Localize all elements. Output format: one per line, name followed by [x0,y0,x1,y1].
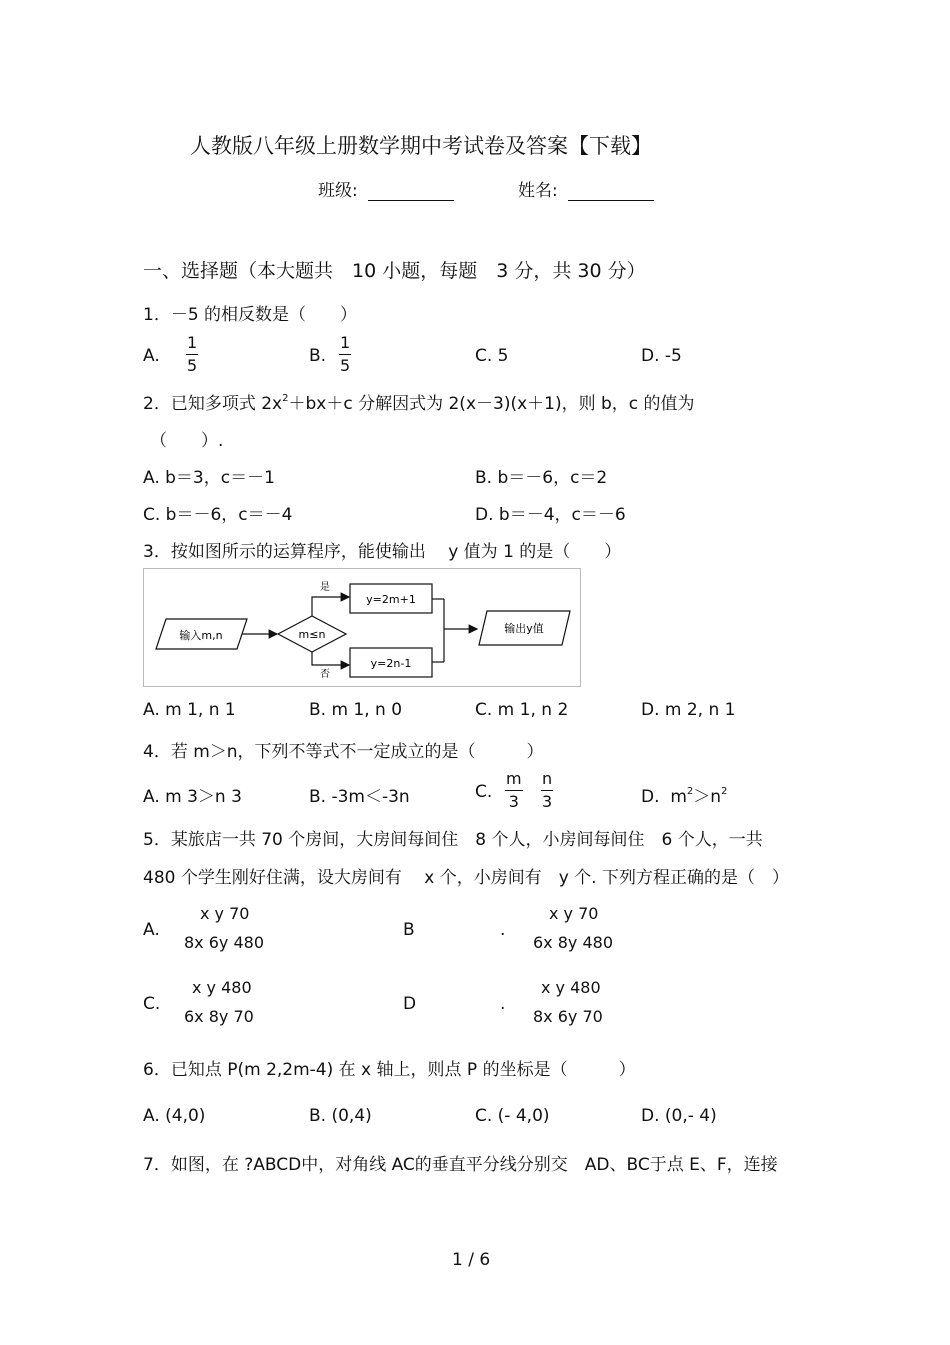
q6-option-c: C. (- 4,0) [475,1106,550,1126]
q5-option-d-label: D [403,994,417,1014]
flow-arrow [312,597,349,616]
page-title: 人教版八年级上册数学期中考试卷及答案【下载】 [190,134,652,158]
q4-option-a: A. m 3＞n 3 [143,787,242,807]
q4-option-d [641,782,727,807]
q4-option-c-label: C. [475,782,493,802]
fraction-numerator: m [505,770,523,791]
q3-option-c: C. m 1, n 2 [475,700,569,720]
q1-option-b-fraction [339,334,351,375]
name-blank [568,182,654,201]
q5-option-d-dot: . [500,994,506,1014]
flow-condition-text: m≤n [298,628,326,641]
equation-line: 6x 8y 480 [533,933,614,952]
q4-option-c-fraction-1 [505,770,523,811]
q2-stem-continued: （ ）. [150,431,224,451]
flowchart-figure [143,568,581,687]
q2-exponent: 2 [282,393,289,404]
fraction-numerator: 1 [339,334,351,355]
page-number: 1 / 6 [452,1250,491,1270]
q5-option-b-system [533,899,613,957]
flow-yes-label: 是 [320,582,330,593]
q1-option-a-fraction [186,334,198,375]
q4-option-d-m: m [670,787,687,807]
q1-option-c: C. 5 [475,346,509,366]
q5-option-b-dot: . [500,920,506,940]
name-label: 姓名: [518,181,558,201]
equation-line: x y 480 [541,978,601,997]
q2-option-b: B. b＝－6，c＝2 [475,468,608,488]
fraction-denominator: 5 [340,356,351,375]
q3-option-a: A. m 1, n 1 [143,700,236,720]
q6-option-d: D. (0,- 4) [641,1106,717,1126]
q5-option-c-system [184,973,254,1031]
fraction-denominator: 3 [541,792,553,811]
q6-option-b: B. (0,4) [309,1106,372,1126]
q5-option-a-label: A. [143,920,160,940]
q2-option-c: C. b＝－6，c＝－4 [143,505,293,525]
q5-option-a-system [184,899,264,957]
q5-stem-line2: 480 个学生刚好住满，设大房间有 x 个，小房间有 y 个. 下列方程正确的是（ ） [143,868,789,888]
q3-option-d: D. m 2, n 1 [641,700,736,720]
equation-line: 6x 8y 70 [184,1007,254,1026]
q4-option-d-exp2: 2 [721,786,728,797]
class-blank [368,182,454,201]
q4-option-b: B. -3m＜-3n [309,787,410,807]
q2-option-a: A. b＝3，c＝－1 [143,468,275,488]
q5-stem-line1: 5．某旅店一共 70 个房间，大房间每间住 8 个人，小房间每间住 6 个人，一共 [143,830,763,850]
flow-output-text: 输出y值 [504,622,544,635]
q4-option-c-fraction-2 [541,770,553,811]
q2-option-d: D. b＝－4，c＝－6 [475,505,626,525]
q5-option-c-label: C. [143,994,161,1014]
q1-option-a-label: A. [143,346,160,366]
q7-stem: 7．如图，在 ?ABCD中，对角线 AC的垂直平分线分别交 AD、BC于点 E、F，连接 [143,1155,778,1175]
section-heading: 一、选择题（本大题共 10 小题，每题 3 分，共 30 分） [143,260,646,282]
equation-line: x y 70 [200,904,250,923]
q3-stem: 3．按如图所示的运算程序，能使输出 y 值为 1 的是（ ） [143,542,622,562]
q4-option-d-label: D. [641,787,660,807]
q1-stem: 1．－5 的相反数是（ ） [143,305,358,325]
q3-option-b: B. m 1, n 0 [309,700,403,720]
equation-line: x y 480 [192,978,252,997]
q6-option-a: A. (4,0) [143,1106,206,1126]
q4-option-d-exp1: 2 [686,786,694,797]
q5-option-d-system [533,973,603,1031]
fraction-denominator: 3 [508,792,519,811]
q2-stem-end: ＋bx＋c 分解因式为 2(x－3)(x＋1)，则 b，c 的值为 [288,394,695,414]
q2-stem-start: 2．已知多项式 2x [143,394,283,414]
flow-box-top-text: y=2m+1 [366,593,416,606]
flowchart-svg [144,569,580,686]
flow-no-label: 否 [320,669,330,680]
fraction-denominator: 5 [187,356,198,375]
q4-stem: 4．若 m＞n，下列不等式不一定成立的是（ ） [143,742,544,762]
fraction-numerator: 1 [186,334,198,355]
flow-box-bottom-text: y=2n-1 [370,657,412,670]
q5-option-b-label: B [403,920,415,940]
fraction-numerator: n [541,770,553,791]
flow-arrow [312,652,349,665]
equation-line: 8x 6y 480 [184,933,265,952]
equation-line: 8x 6y 70 [533,1007,603,1026]
q4-option-d-n: ＞n [693,787,722,807]
q6-stem: 6．已知点 P(m 2,2m-4) 在 x 轴上，则点 P 的坐标是（ ） [143,1060,636,1080]
class-label: 班级: [318,181,358,201]
q2-stem [143,389,695,414]
q1-option-d: D. -5 [641,346,682,366]
class-field [318,176,454,201]
equation-line: x y 70 [549,904,599,923]
name-field [518,176,654,201]
flow-input-text: 输入m,n [179,629,223,642]
q1-option-b-label: B. [309,346,327,366]
